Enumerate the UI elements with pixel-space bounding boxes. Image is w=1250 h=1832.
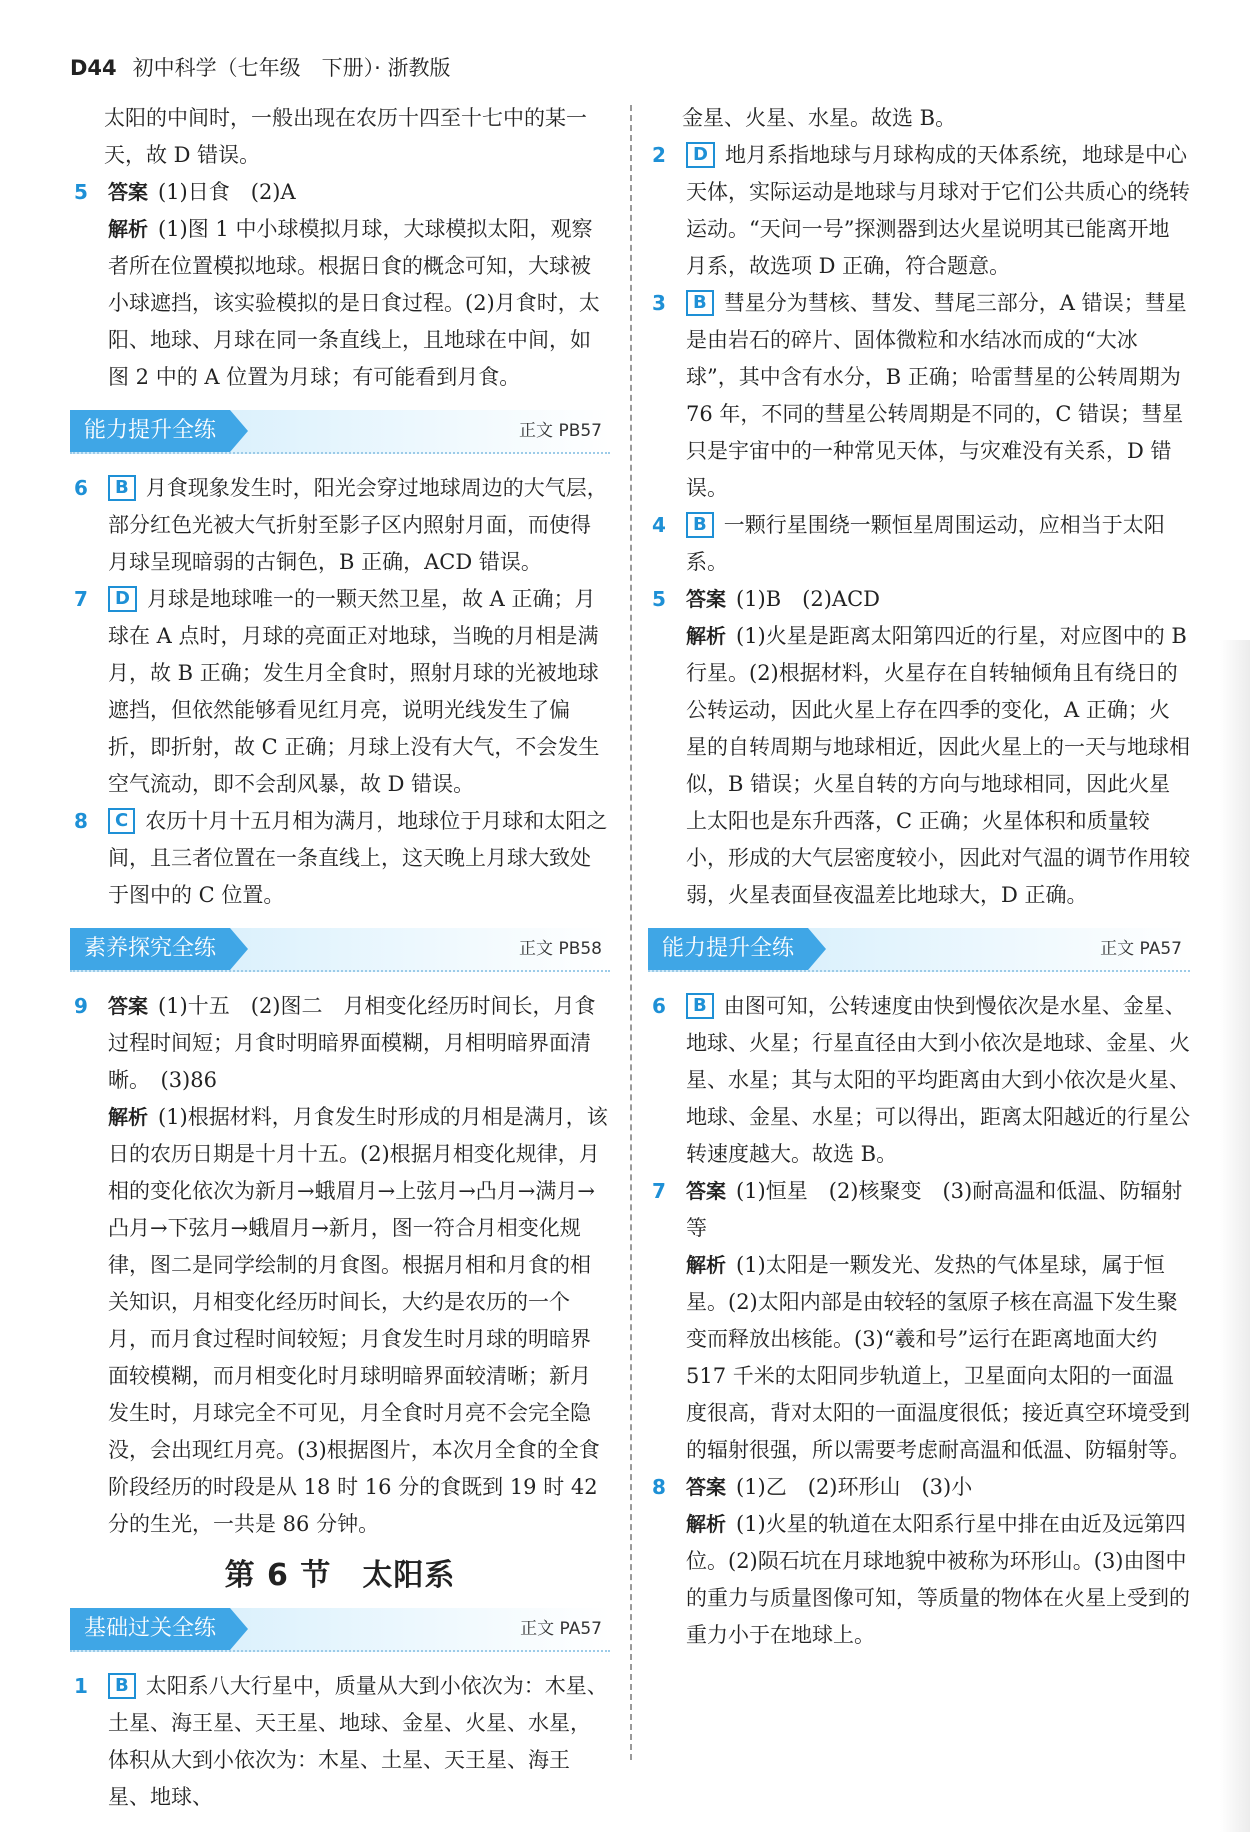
answer-text: (1)恒星 (2)核聚变 (3)耐高温和低温、防辐射等 [686, 1179, 1183, 1240]
section-banner-inquiry [70, 928, 610, 972]
question-8 [70, 803, 610, 914]
explanation-text: 月食现象发生时，阳光会穿过地球周边的大气层，部分红色光被大气折射至影子区内照射月面，而使得月球呈现暗弱的古铜色，B 正确，ACD 错误。 [108, 476, 608, 574]
answer-choice-badge: C [108, 808, 135, 834]
answer-text: (1)十五 (2)图二 月相变化经历时间长，月食过程时间短；月食时明暗界面模糊，月相明暗界面清晰。 (3)86 [108, 994, 596, 1092]
explanation-text: 月球是地球唯一的一颗天然卫星，故 A 正确；月球在 A 点时，月球的亮面正对地球，当晚的月相是满月，故 B 正确；发生月全食时，照射月球的光被地球遮挡，但依然能够看见红月亮，说明光线发生了偏折，即折射，故 C 正确；月球上没有大气，不会发生空气流动，即不会刮风暴，故 D 错误。 [108, 587, 600, 796]
analysis-label: 解析 [686, 1512, 726, 1536]
explanation-text: 由图可知，公转速度由快到慢依次是水星、金星、地球、火星；行星直径由大到小依次是地球、金星、火星、水星；其与太阳的平均距离由大到小依次是火星、地球、金星、水星；可以得出，距离太阳越近的行星公转速度越大。故选 B。 [686, 994, 1190, 1166]
banner-ref: 正文 PB58 [519, 939, 602, 959]
analysis-text: (1)太阳是一颗发光、发热的气体星球，属于恒星。(2)太阳内部是由较轻的氢原子核在高温下发生聚变而释放出核能。(3)“羲和号”运行在距离地面大约 517 千米的太阳同步轨道上，卫星面向太阳的一面温度很高，背对太阳的一面温度很低；接近真空环境受到的辐射很强，所以需要考虑耐高温和低温、防辐射等。 [686, 1253, 1190, 1462]
question-number: 5 [652, 587, 666, 611]
question-number: 4 [652, 513, 666, 537]
page-edge-shadow [1220, 640, 1250, 1832]
section-banner-ability [70, 410, 610, 454]
answer-choice-badge: B [108, 475, 136, 501]
banner-ref: 正文 PB57 [519, 421, 602, 441]
question-8 [648, 1469, 1190, 1654]
left-column [70, 100, 610, 1816]
answer-choice-badge: B [686, 512, 714, 538]
answer-label: 答案 [686, 1179, 726, 1203]
page-header [70, 52, 451, 82]
answer-choice-badge: B [686, 290, 714, 316]
analysis-label: 解析 [686, 624, 726, 648]
answer-label: 答案 [686, 1475, 726, 1499]
explanation-text: 农历十月十五月相为满月，地球位于月球和太阳之间，且三者位置在一条直线上，这天晚上月球大致处于图中的 C 位置。 [108, 809, 608, 907]
question-6 [648, 988, 1190, 1173]
banner-title: 基础过关全练 [70, 1608, 230, 1650]
answer-text: (1)日食 (2)A [158, 180, 296, 204]
question-number: 3 [652, 291, 666, 315]
answer-text: (1)乙 (2)环形山 (3)小 [736, 1475, 973, 1499]
section-banner-basics [70, 1608, 610, 1652]
answer-label: 答案 [686, 587, 726, 611]
question-6 [70, 470, 610, 581]
section-title: 第 6 节 太阳系 [224, 1558, 456, 1593]
analysis-label: 解析 [108, 1105, 148, 1129]
explanation-text: 地月系指地球与月球构成的天体系统，地球是中心天体，实际运动是地球与月球对于它们公共质心的绕转运动。“天问一号”探测器到达火星说明其已能离开地月系，故选项 D 正确，符合题意。 [686, 143, 1190, 278]
question-number: 8 [652, 1475, 666, 1499]
question-number: 6 [652, 994, 666, 1018]
answer-label: 答案 [108, 994, 148, 1018]
question-2 [648, 137, 1190, 285]
banner-ref: 正文 PA57 [520, 1619, 602, 1639]
continued-text: 太阳的中间时，一般出现在农历十四至十七中的某一天，故 D 错误。 [104, 106, 587, 167]
column-divider [630, 105, 632, 1760]
page-number: D44 [70, 56, 117, 80]
question-1 [70, 1668, 610, 1816]
continued-text: 金星、火星、水星。故选 B。 [682, 106, 957, 130]
banner-ref: 正文 PA57 [1100, 939, 1182, 959]
analysis-text: (1)根据材料，月食发生时形成的月相是满月，该日的农历日期是十月十五。(2)根据月相变化规律，月相的变化依次为新月→蛾眉月→上弦月→凸月→满月→凸月→下弦月→蛾眉月→新月，图一符合月相变化规律，图二是同学绘制的月食图。根据月相和月食的相关知识，月相变化经历时间长，大约是农历的一个月，而月食过程时间较短；月食发生时月球的明暗界面较模糊，而月相变化时月球明暗界面较清晰；新月发生时，月球完全不可见，月全食时月亮不会完全隐没，会出现红月亮。(3)根据图片，本次月全食的全食阶段经历的时段是从 18 时 16 分的食既到 19 时 42 分的生光，一共是 86 分钟。 [108, 1105, 608, 1536]
banner-title: 能力提升全练 [648, 928, 808, 970]
question-number: 5 [74, 180, 88, 204]
question-9 [70, 988, 610, 1543]
analysis-text: (1)火星是距离太阳第四近的行星，对应图中的 B 行星。(2)根据材料，火星存在自转轴倾角且有绕日的公转运动，因此火星上存在四季的变化，A 正确；火星的自转周期与地球相近，因此火星上的一天与地球相似，B 错误；火星自转的方向与地球相同，因此火星上太阳也是东升西落，C 正确；火星体积和质量较小，形成的大气层密度较小，因此对气温的调节作用较弱，火星表面昼夜温差比地球大，D 正确。 [686, 624, 1190, 907]
question-7 [70, 581, 610, 803]
book-title: 初中科学（七年级 下册）· 浙教版 [132, 56, 451, 80]
question-number: 7 [74, 587, 88, 611]
section-banner-ability [648, 928, 1190, 972]
question-number: 2 [652, 143, 666, 167]
question-number: 1 [74, 1674, 88, 1698]
analysis-text: (1)图 1 中小球模拟月球，大球模拟太阳，观察者所在位置模拟地球。根据日食的概念可知，大球被小球遮挡，该实验模拟的是日食过程。(2)月食时，太阳、地球、月球在同一条直线上，且地球在中间，如图 2 中的 A 位置为月球；有可能看到月食。 [108, 217, 600, 389]
question-number: 6 [74, 476, 88, 500]
explanation-text: 太阳系八大行星中，质量从大到小依次为：木星、土星、海王星、天王星、地球、金星、火星、水星，体积从大到小依次为：木星、土星、天王星、海王星、地球、 [108, 1674, 608, 1809]
explanation-text: 一颗行星围绕一颗恒星周围运动，应相当于太阳系。 [686, 513, 1165, 574]
right-column [648, 100, 1190, 1654]
question-4 [648, 507, 1190, 581]
question-3 [648, 285, 1190, 507]
answer-choice-badge: B [108, 1673, 136, 1699]
answer-label: 答案 [108, 180, 148, 204]
question-5 [70, 174, 610, 396]
question-number: 7 [652, 1179, 666, 1203]
answer-choice-badge: D [686, 142, 715, 168]
analysis-text: (1)火星的轨道在太阳系行星中排在由近及远第四位。(2)陨石坑在月球地貌中被称为环形山。(3)由图中的重力与质量图像可知，等质量的物体在火星上受到的重力小于在地球上。 [686, 1512, 1190, 1647]
question-5 [648, 581, 1190, 914]
analysis-label: 解析 [108, 217, 148, 241]
question-7 [648, 1173, 1190, 1469]
answer-choice-badge: B [686, 993, 714, 1019]
question-number: 8 [74, 809, 88, 833]
question-number: 9 [74, 994, 88, 1018]
answer-text: (1)B (2)ACD [736, 587, 880, 611]
banner-title: 素养探究全练 [70, 928, 230, 970]
banner-title: 能力提升全练 [70, 410, 230, 452]
analysis-label: 解析 [686, 1253, 726, 1277]
answer-choice-badge: D [108, 586, 137, 612]
explanation-text: 彗星分为彗核、彗发、彗尾三部分，A 错误；彗星是由岩石的碎片、固体微粒和水结冰而成的“大冰球”，其中含有水分，B 正确；哈雷彗星的公转周期为 76 年，不同的彗星公转周期是不同的，C 错误；彗星只是宇宙中的一种常见天体，与灾难没有关系，D 错误。 [686, 291, 1187, 500]
